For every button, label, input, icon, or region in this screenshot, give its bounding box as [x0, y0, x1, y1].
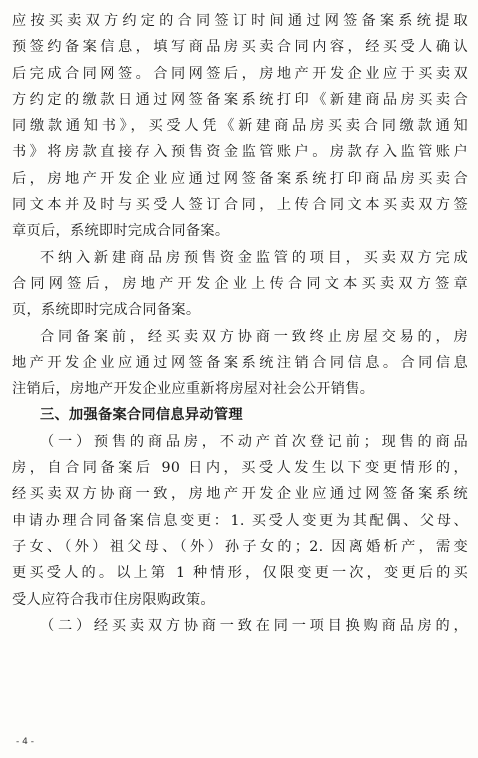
page-number: - 4 -	[16, 737, 34, 747]
text-line: （二）经买卖双方协商一致在同一项目换购商品房的，	[40, 617, 468, 634]
text-line: 房，自合同备案后 90 日内，买受人发生以下变更情形的，	[12, 460, 468, 477]
text-line: 同文本并及时与买受人签订合同，上传合同文本买卖双方签	[12, 197, 468, 214]
text-line: 方约定的缴款日通过网签备案系统打印《新建商品房买卖合	[12, 91, 468, 108]
text-line: 后完成合同网签。合同网签后，房地产开发企业应于买卖双	[12, 65, 468, 82]
section-heading	[12, 402, 468, 428]
text-line: 子女、（外）祖父母、（外）孙子女的；2. 因离婚析产，需变	[12, 538, 468, 555]
text-line: 不纳入新建商品房预售资金监管的项目，买卖双方完成	[40, 249, 468, 266]
text-line: 经买卖双方协商一致，房地产开发企业应通过网签备案系统	[12, 486, 468, 503]
text-line: 后，房地产开发企业应通过网签备案系统打印商品房买卖合	[12, 170, 468, 187]
paragraph-contract-cancellation	[12, 324, 468, 403]
text-line: 地产开发企业应通过网签备案系统注销合同信息。合同信息	[12, 354, 468, 371]
section-heading-text: 三、加强备案合同信息异动管理	[40, 407, 243, 424]
text-line: 合同备案前，经买卖双方协商一致终止房屋交易的，房	[40, 328, 468, 345]
text-line: 受人应符合我市住房限购政策。	[12, 591, 215, 608]
text-line: 书》将房款直接存入预售资金监管账户。房款存入监管账户	[12, 144, 468, 161]
text-line: 申请办理合同备案信息变更：1. 买受人变更为其配偶、父母、	[12, 512, 468, 529]
text-line: 预签约备案信息，填写商品房买卖合同内容，经买受人确认	[12, 39, 468, 56]
document-body	[12, 8, 468, 639]
text-line: 注销后，房地产开发企业应重新将房屋对社会公开销售。	[12, 381, 375, 398]
paragraph-item-2	[12, 613, 468, 639]
text-line: 应按买卖双方约定的合同签订时间通过网签备案系统提取	[12, 13, 468, 29]
text-line: 合同网签后，房地产开发企业上传合同文本买卖双方签章	[12, 275, 468, 292]
paragraph-contract-signing	[12, 8, 468, 245]
paragraph-item-1	[12, 429, 468, 613]
text-line: 同缴款通知书》，买受人凭《新建商品房买卖合同缴款通知	[12, 118, 468, 135]
paragraph-non-supervised-projects	[12, 245, 468, 324]
text-line: （一）预售的商品房，不动产首次登记前；现售的商品	[40, 433, 468, 450]
text-line: 页，系统即时完成合同备案。	[12, 302, 201, 319]
text-line: 章页后，系统即时完成合同备案。	[12, 223, 230, 240]
text-line: 更买受人的。以上第 1 种情形，仅限变更一次，变更后的买	[12, 565, 468, 582]
